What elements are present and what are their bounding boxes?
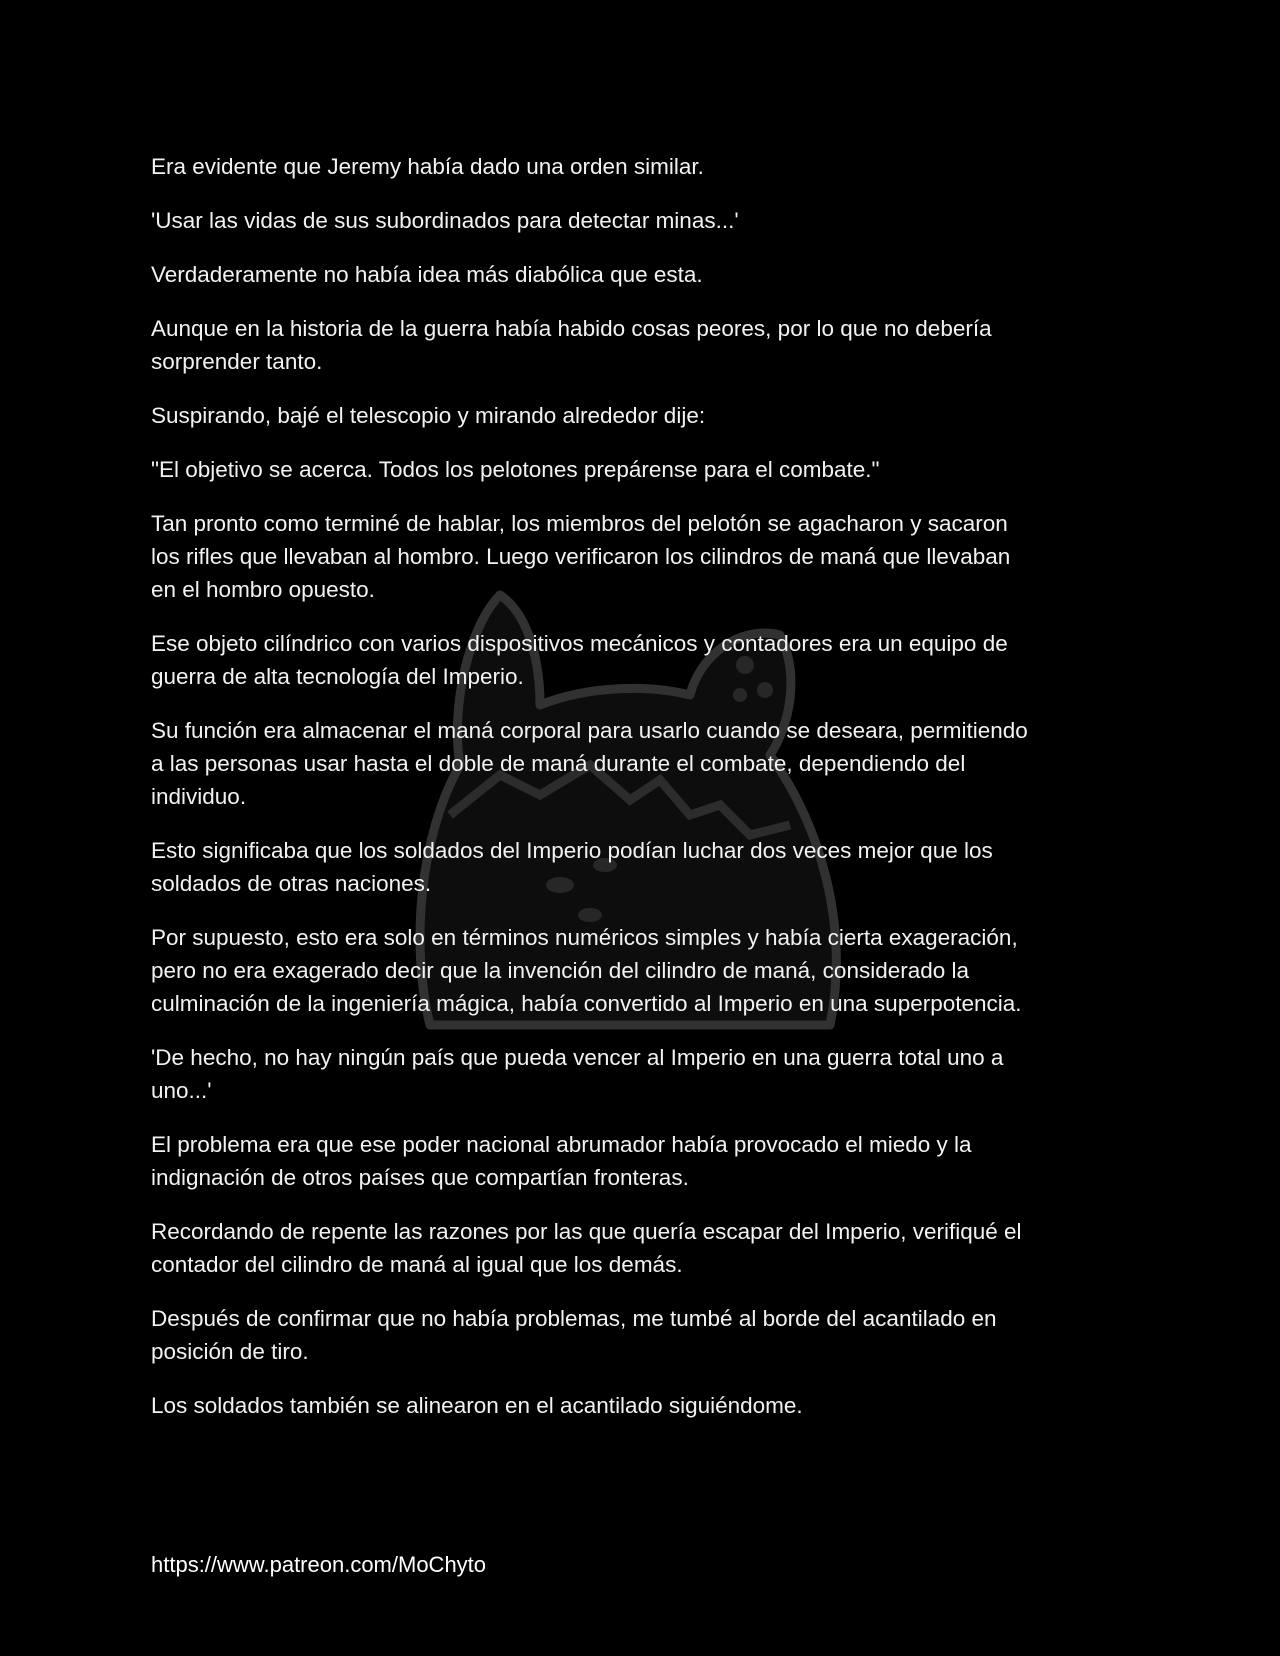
paragraph-line: Los soldados también se alinearon en el acantilado siguiéndome. — [151, 1393, 803, 1418]
paragraph — [151, 399, 1151, 432]
paragraph — [151, 150, 1151, 183]
paragraph-line: Tan pronto como terminé de hablar, los miembros del pelotón se agacharon y sacaron — [151, 511, 1008, 536]
paragraph — [151, 312, 1151, 378]
patreon-link[interactable]: https://www.patreon.com/MoChyto — [151, 1552, 487, 1577]
paragraph-line: en el hombro opuesto. — [151, 577, 375, 602]
paragraph-line: Después de confirmar que no había problemas, me tumbé al borde del acantilado en — [151, 1306, 997, 1331]
chapter-text — [151, 150, 1151, 1443]
paragraph — [151, 1041, 1151, 1107]
paragraph — [151, 1302, 1151, 1368]
paragraph-line: Era evidente que Jeremy había dado una orden similar. — [151, 154, 704, 179]
paragraph-line: pero no era exagerado decir que la invención del cilindro de maná, considerado la — [151, 958, 970, 983]
paragraph-line: El problema era que ese poder nacional abrumador había provocado el miedo y la — [151, 1132, 972, 1157]
paragraph-line: soldados de otras naciones. — [151, 871, 432, 896]
paragraph-line: culminación de la ingeniería mágica, había convertido al Imperio en una superpotencia. — [151, 991, 1022, 1016]
paragraph-line: Por supuesto, esto era solo en términos numéricos simples y había cierta exageración, — [151, 925, 1018, 950]
paragraph-line: Suspirando, bajé el telescopio y mirando alrededor dije: — [151, 403, 706, 428]
paragraph-line: a las personas usar hasta el doble de maná durante el combate, dependiendo del — [151, 751, 966, 776]
paragraph-line: Esto significaba que los soldados del Imperio podían luchar dos veces mejor que los — [151, 838, 993, 863]
paragraph — [151, 258, 1151, 291]
paragraph-line: posición de tiro. — [151, 1339, 309, 1364]
paragraph-line: "El objetivo se acerca. Todos los pelotones prepárense para el combate." — [151, 457, 880, 482]
paragraph-line: Aunque en la historia de la guerra había habido cosas peores, por lo que no debería — [151, 316, 992, 341]
paragraph — [151, 1389, 1151, 1422]
paragraph-line: 'Usar las vidas de sus subordinados para detectar minas...' — [151, 208, 739, 233]
paragraph-line: Recordando de repente las razones por las que quería escapar del Imperio, verifiqué el — [151, 1219, 1022, 1244]
paragraph-line: individuo. — [151, 784, 247, 809]
paragraph-line: Ese objeto cilíndrico con varios dispositivos mecánicos y contadores era un equipo de — [151, 631, 1008, 656]
paragraph-line: sorprender tanto. — [151, 349, 323, 374]
paragraph — [151, 714, 1151, 813]
paragraph — [151, 921, 1151, 1020]
paragraph-line: uno...' — [151, 1078, 212, 1103]
paragraph-line: los rifles que llevaban al hombro. Luego verificaron los cilindros de maná que llevaban — [151, 544, 1011, 569]
paragraph-line: Su función era almacenar el maná corporal para usarlo cuando se deseara, permitiendo — [151, 718, 1028, 743]
paragraph-line: contador del cilindro de maná al igual que los demás. — [151, 1252, 683, 1277]
paragraph-line: 'De hecho, no hay ningún país que pueda vencer al Imperio en una guerra total uno a — [151, 1045, 1004, 1070]
paragraph — [151, 1128, 1151, 1194]
paragraph-line: indignación de otros países que compartían fronteras. — [151, 1165, 689, 1190]
paragraph — [151, 1215, 1151, 1281]
paragraph — [151, 507, 1151, 606]
paragraph — [151, 204, 1151, 237]
paragraph — [151, 453, 1151, 486]
paragraph — [151, 627, 1151, 693]
paragraph-line: Verdaderamente no había idea más diabólica que esta. — [151, 262, 703, 287]
paragraph — [151, 834, 1151, 900]
paragraph-line: guerra de alta tecnología del Imperio. — [151, 664, 524, 689]
